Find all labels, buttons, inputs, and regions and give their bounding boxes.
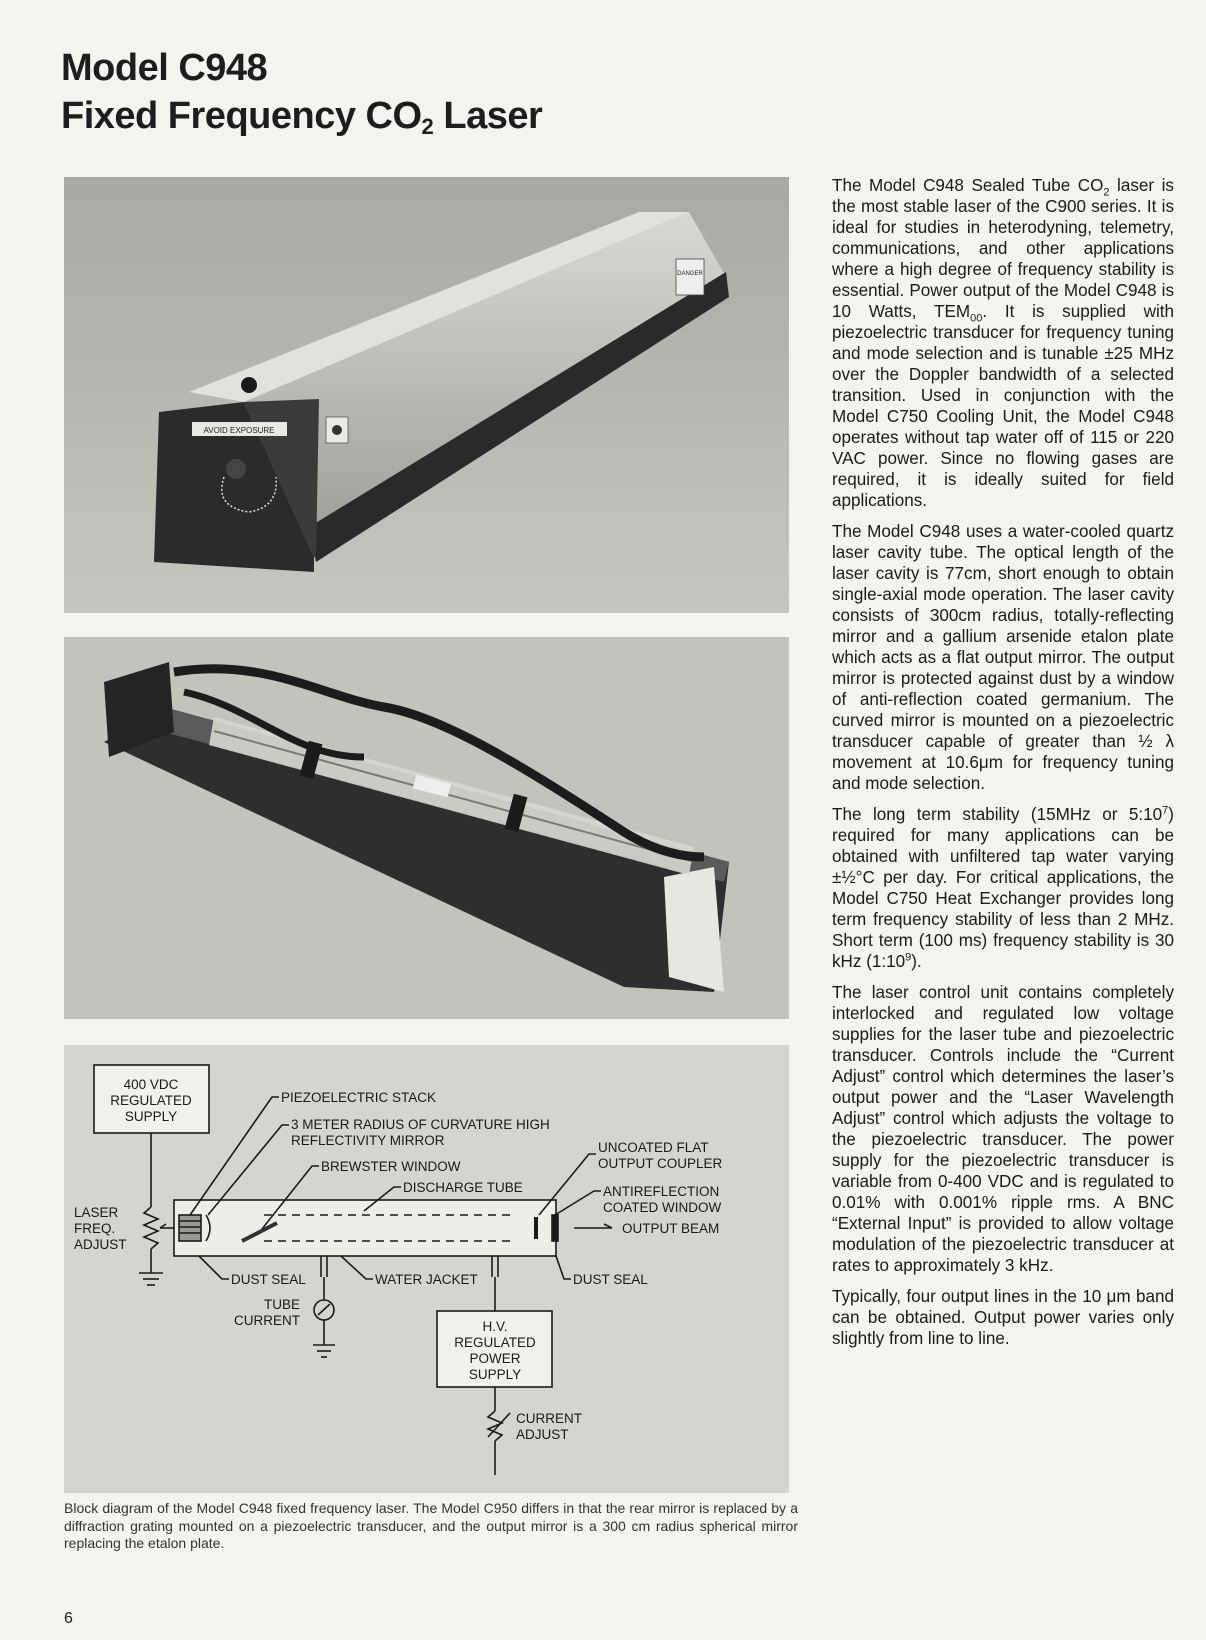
danger-label: DANGER <box>677 271 703 277</box>
paragraph-2: The Model C948 uses a water-cooled quartz laser cavity tube. The optical length of the laser cavity is 77cm, short enough to obtain single-axial mode operation. The laser cavity consists of 300cm radius, totally-reflecting mirror and a gallium arsenide etalon plate which acts as a flat output mirror. The output mirror is protected against dust by a window of anti-reflection coated germanium. The curved mirror is mounted on a piezoelectric transducer capable of greater than ½ λ movement at 10.6μm for frequency tuning and mode selection. <box>832 522 1174 793</box>
label-dust-seal-left: DUST SEAL <box>231 1272 306 1287</box>
supply-400-line3: SUPPLY <box>124 1109 178 1124</box>
label-laser-freq-line2: FREQ. <box>74 1221 116 1236</box>
supply-400-line2: REGULATED <box>110 1093 192 1108</box>
body-text <box>832 175 1174 1359</box>
laser-housing-photo <box>64 177 789 613</box>
hv-supply-line4: SUPPLY <box>468 1367 522 1382</box>
page-number: 6 <box>64 1610 73 1627</box>
hv-supply-line1: H.V. <box>482 1319 508 1334</box>
diagram-caption: Block diagram of the Model C948 fixed frequency laser. The Model C950 differs in that the rear mirror is replaced by a diffraction grating mounted on a piezoelectric transducer, and the output mirror is a 300 cm radius spherical mirror replacing the etalon plate. <box>64 1500 798 1551</box>
label-current-adjust-line2: ADJUST <box>516 1427 569 1442</box>
label-antireflection-line2: COATED WINDOW <box>603 1200 722 1215</box>
label-laser-freq-line3: ADJUST <box>74 1237 127 1252</box>
label-tube-current-line2: CURRENT <box>234 1313 300 1328</box>
laser-housing-illustration <box>64 177 789 613</box>
label-discharge-tube: DISCHARGE TUBE <box>403 1180 523 1195</box>
label-output-beam: OUTPUT BEAM <box>622 1221 720 1236</box>
label-tube-current-line1: TUBE <box>263 1297 300 1312</box>
label-uncoated-line1: UNCOATED FLAT <box>598 1140 709 1155</box>
title-line-1: Model C948 <box>61 47 268 89</box>
page-title <box>61 44 542 140</box>
label-dust-seal-right: DUST SEAL <box>573 1272 648 1287</box>
block-diagram <box>64 1045 789 1493</box>
label-uncoated-line2: OUTPUT COUPLER <box>598 1156 723 1171</box>
label-water-jacket: WATER JACKET <box>375 1272 478 1287</box>
laser-chassis-illustration <box>64 637 789 1019</box>
label-brewster-window: BREWSTER WINDOW <box>321 1159 461 1174</box>
hv-supply-line3: POWER <box>469 1351 521 1366</box>
hv-supply-line2: REGULATED <box>454 1335 536 1350</box>
paragraph-1: The Model C948 Sealed Tube $CO_2$ laser is the most stable laser of the C900 series. It is ideal for studies in heterodyning, telemetry, communications, and other applications where a high degree of frequency stability is essential. Power output of the Model C948 is 10 Watts, $TEM_{00}$. It is supplied with piezoelectric transducer for frequency tuning and mode selection and is tunable ±25 MHz over the Doppler bandwidth of a selected transition. Used in conjunction with the Model C750 Cooling Unit, the Model C948 operates without tap water off of 115 or 220 VAC power. Since no flowing gases are required, it is ideally suited for field applications. <box>832 176 1174 510</box>
label-piezo-stack: PIEZOELECTRIC STACK <box>281 1090 437 1105</box>
supply-400-line1: 400 VDC <box>123 1077 179 1092</box>
title-line-2: Fixed Frequency $CO_2$ Laser <box>61 95 543 139</box>
avoid-exposure-label: AVOID EXPOSURE <box>203 426 275 435</box>
label-antireflection-line1: ANTIREFLECTION <box>603 1184 720 1199</box>
label-mirror-line2: REFLECTIVITY MIRROR <box>291 1133 445 1148</box>
paragraph-4: The laser control unit contains completely interlocked and regulated low voltage supplies for the laser tube and piezoelectric transducer. Controls include the “Current Adjust” control which determines the laser’s output power and the “Laser Wavelength Adjust” control which adjusts the voltage to the piezoelectric transducer. The power supply for the piezoelectric transducer is variable from 0-400 VDC and is regulated to 0.01% with 0.001% ripple rms. A BNC “External Input” is provided to allow voltage modulation of the piezoelectric transducer at rates to approximately 3 kHz. <box>832 983 1174 1275</box>
paragraph-5: Typically, four output lines in the 10 μm band can be obtained. Output power varies only slightly from line to line. <box>832 1287 1174 1348</box>
laser-chassis-photo <box>64 637 789 1019</box>
label-mirror-line1: 3 METER RADIUS OF CURVATURE HIGH <box>291 1117 550 1132</box>
label-current-adjust-line1: CURRENT <box>516 1411 582 1426</box>
paragraph-3: The long term stability (15MHz or $5:10^7$) required for many applications can be obtained with unfiltered tap water varying ±½°C per day. For critical applications, the Model C750 Heat Exchanger provides long term frequency stability of less than 2 MHz. Short term (100 ms) frequency stability is 30 kHz $(1:10^9)$. <box>832 804 1174 971</box>
label-laser-freq-line1: LASER <box>74 1205 119 1220</box>
block-diagram-drawing <box>64 1045 789 1493</box>
